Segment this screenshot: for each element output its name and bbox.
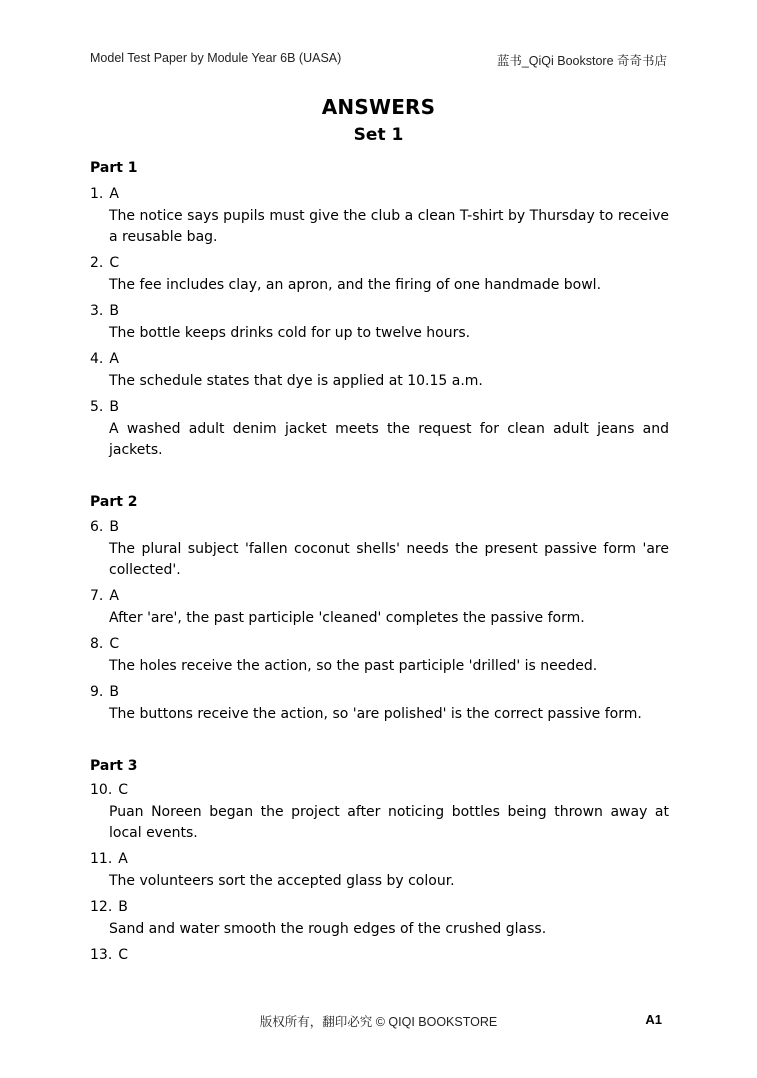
question-answer: B (118, 899, 128, 915)
question-number: 9. (90, 684, 104, 700)
question-line (90, 186, 119, 202)
question-explanation: After 'are', the past participle 'cleaned' completes the passive form. (109, 610, 585, 626)
question-line (90, 947, 128, 963)
question-explanation: The schedule states that dye is applied at 10.15 a.m. (109, 373, 483, 389)
question-answer: A (109, 588, 119, 604)
question-explanation: The bottle keeps drinks cold for up to twelve hours. (109, 325, 471, 341)
footer-copyright: 版权所有，翻印必究 © QIQI BOOKSTORE (259, 1015, 498, 1029)
question-line (90, 899, 128, 915)
question-line (90, 255, 119, 271)
question-explanation: The holes receive the action, so the past participle 'drilled' is needed. (109, 658, 598, 674)
page-title: ANSWERS (321, 95, 436, 119)
question-answer: B (109, 519, 119, 535)
question-number: 12. (90, 899, 113, 915)
question-number: 6. (90, 519, 104, 535)
question-answer: B (109, 684, 119, 700)
question-explanation: The fee includes clay, an apron, and the firing of one handmade bowl. (109, 277, 602, 293)
question-number: 8. (90, 636, 104, 652)
question-number: 1. (90, 186, 104, 202)
question-number: 13. (90, 947, 113, 963)
question-line (90, 636, 119, 652)
question-answer: C (118, 947, 129, 963)
question-answer: A (109, 351, 119, 367)
question-answer: B (109, 303, 119, 319)
question-answer: C (109, 636, 120, 652)
question-number: 3. (90, 303, 104, 319)
question-line (90, 684, 119, 700)
question-line (90, 351, 119, 367)
page-header-left: Model Test Paper by Module Year 6B (UASA) (90, 51, 342, 65)
question-answer: A (109, 186, 119, 202)
question-line (90, 519, 119, 535)
part-heading: Part 3 (90, 758, 138, 774)
question-answer: C (118, 782, 129, 798)
part-heading: Part 2 (90, 494, 138, 510)
question-line (90, 782, 128, 798)
page-subtitle: Set 1 (353, 125, 404, 145)
question-line (90, 588, 119, 604)
question-explanation: The buttons receive the action, so 'are polished' is the correct passive form. (109, 706, 642, 722)
question-explanation: A washed adult denim jacket meets the request for clean adult jeans and jackets. (109, 421, 669, 458)
question-explanation: The plural subject 'fallen coconut shells' needs the present passive form 'are collected'. (109, 541, 669, 578)
question-number: 2. (90, 255, 104, 271)
part-heading: Part 1 (90, 160, 138, 176)
question-number: 7. (90, 588, 104, 604)
question-number: 11. (90, 851, 113, 867)
question-explanation: The volunteers sort the accepted glass by colour. (109, 873, 455, 889)
page-header-right: 蓝书_QiQi Bookstore 奇奇书店 (496, 54, 667, 68)
question-answer: C (109, 255, 120, 271)
question-explanation: The notice says pupils must give the club a clean T-shirt by Thursday to receive a reusable bag. (109, 208, 669, 245)
question-explanation: Puan Noreen began the project after noticing bottles being thrown away at local events. (109, 804, 669, 841)
question-number: 10. (90, 782, 113, 798)
question-number: 5. (90, 399, 104, 415)
question-line (90, 851, 128, 867)
page-number: A1 (645, 1012, 662, 1027)
question-answer: B (109, 399, 119, 415)
question-answer: A (118, 851, 128, 867)
question-line (90, 303, 119, 319)
question-explanation: Sand and water smooth the rough edges of the crushed glass. (109, 921, 547, 937)
question-number: 4. (90, 351, 104, 367)
question-line (90, 399, 119, 415)
